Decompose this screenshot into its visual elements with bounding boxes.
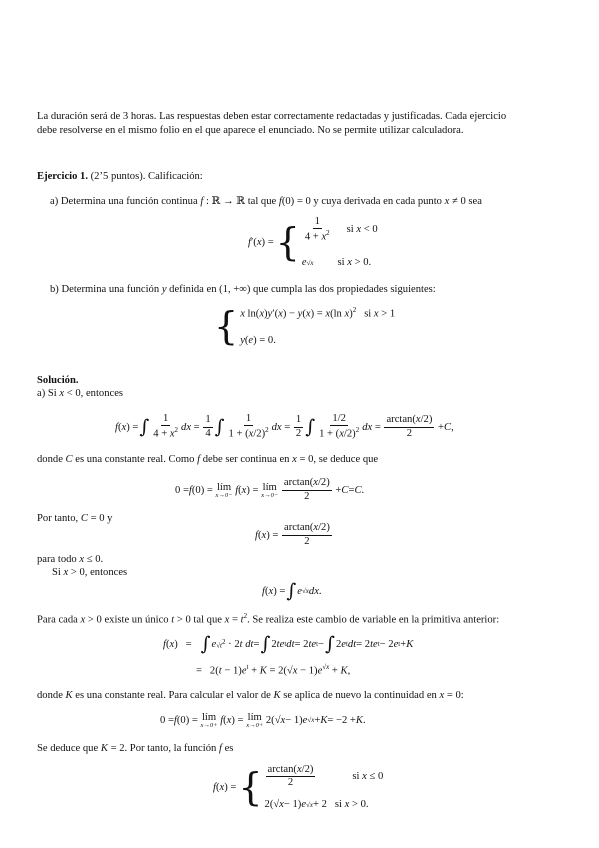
exercise-heading bbox=[37, 170, 203, 183]
substitution-line-2: = $2(t - 1)e^t + K = 2(√x - 1)e^{√x} + K$, bbox=[196, 663, 351, 677]
solution-text-K: donde K es una constante real. Para calcular el valor de K se aplica de nuevo la continuidad en x = 0: bbox=[37, 690, 464, 701]
exercise-title: Ejercicio 1. bbox=[37, 171, 88, 182]
solution-a-intro: a) Si x < 0, entonces bbox=[37, 388, 124, 399]
solution-text-se-deduce: Se deduce que K = 2. Por tanto, la función f es bbox=[37, 743, 234, 754]
solution-text-si-x-pos: Si x > 0, entonces bbox=[52, 567, 128, 578]
ode-system: { x ln(x)y′(x) − y(x) = x(ln x)$^2$ si x > 1 y(e) = 0. bbox=[214, 304, 396, 348]
result-negative-x: f ( x ) = $\frac{\arctan(x/2)}{2}$ bbox=[255, 522, 330, 547]
substitution-line-1: f ( x ) = ∫ e $√t^2$ · 2 t dt = ∫ 2 te t dt = 2 te t − ∫ 2 e t dt = 2 te t − 2 e t + K bbox=[163, 633, 414, 655]
derivative-piecewise: f′(x) = { $\frac{1}{4 + x^2}$ si x < 0 e √x si x > 0. bbox=[248, 216, 378, 268]
intro-line-1: La duración será de 3 horas. Las respuestas deben estar correctamente redactadas y justificadas. Cada ejercicio bbox=[37, 111, 507, 122]
exercise-points: (2’5 puntos). Calificación: bbox=[90, 171, 203, 182]
final-piecewise: f ( x ) = { $\frac{\arctan(x/2)}{2}$ si x ≤ 0 2(√ x − 1) e √x + 2 si x > 0. bbox=[213, 764, 384, 810]
solution-text-por-tanto: Por tanto, C = 0 y bbox=[37, 513, 113, 524]
continuity-equation-2: 0 = f (0) = lím x→0+ f ( x ) = lím x→0+ 2(√ x − 1) e √x + K = −2 + K . bbox=[160, 711, 366, 729]
continuity-equation-1: 0 = f (0) = lím x→0− f ( x ) = lím x→0− $\frac{\arctan(x/2)}{2}$ + C = C . bbox=[175, 477, 365, 502]
solution-text-para-todo: para todo x ≤ 0. bbox=[37, 554, 104, 565]
part-a-statement: a) Determina una función continua f : ℝ → ℝ tal que f(0) = 0 y cuya derivada en cada punto x ≠ 0 sea bbox=[50, 196, 482, 207]
integral-equation-1: f ( x ) = ∫ $\frac{1}{4 + x^2}$ dx = $\frac{1}{4}$ ∫ $\frac{1}{1 + (x/2)^2}$ dx = $\frac{1}{2}$ ∫ $\frac{1/2}{1 + (x/2)^2}$ dx = $\frac{\arctan(x/2)}{2}$ + C , bbox=[115, 413, 454, 440]
integral-positive-x: f ( x ) = ∫ e √x dx . bbox=[262, 580, 322, 602]
solution-heading: Solución. bbox=[37, 375, 79, 386]
solution-text-C: donde C es una constante real. Como f debe ser continua en x = 0, se deduce que bbox=[37, 454, 379, 465]
intro-line-2: debe resolverse en el mismo folio en el que aparece el enunciado. No se permite utilizar calculadora. bbox=[37, 125, 464, 136]
part-b-statement: b) Determina una función y definida en (1, +∞) que cumpla las dos propiedades siguientes: bbox=[50, 284, 436, 295]
solution-text-para-cada: Para cada x > 0 existe un único t > 0 tal que $x = t^2$. Se realiza este cambio de variable en la primitiva anterior: bbox=[37, 612, 500, 626]
